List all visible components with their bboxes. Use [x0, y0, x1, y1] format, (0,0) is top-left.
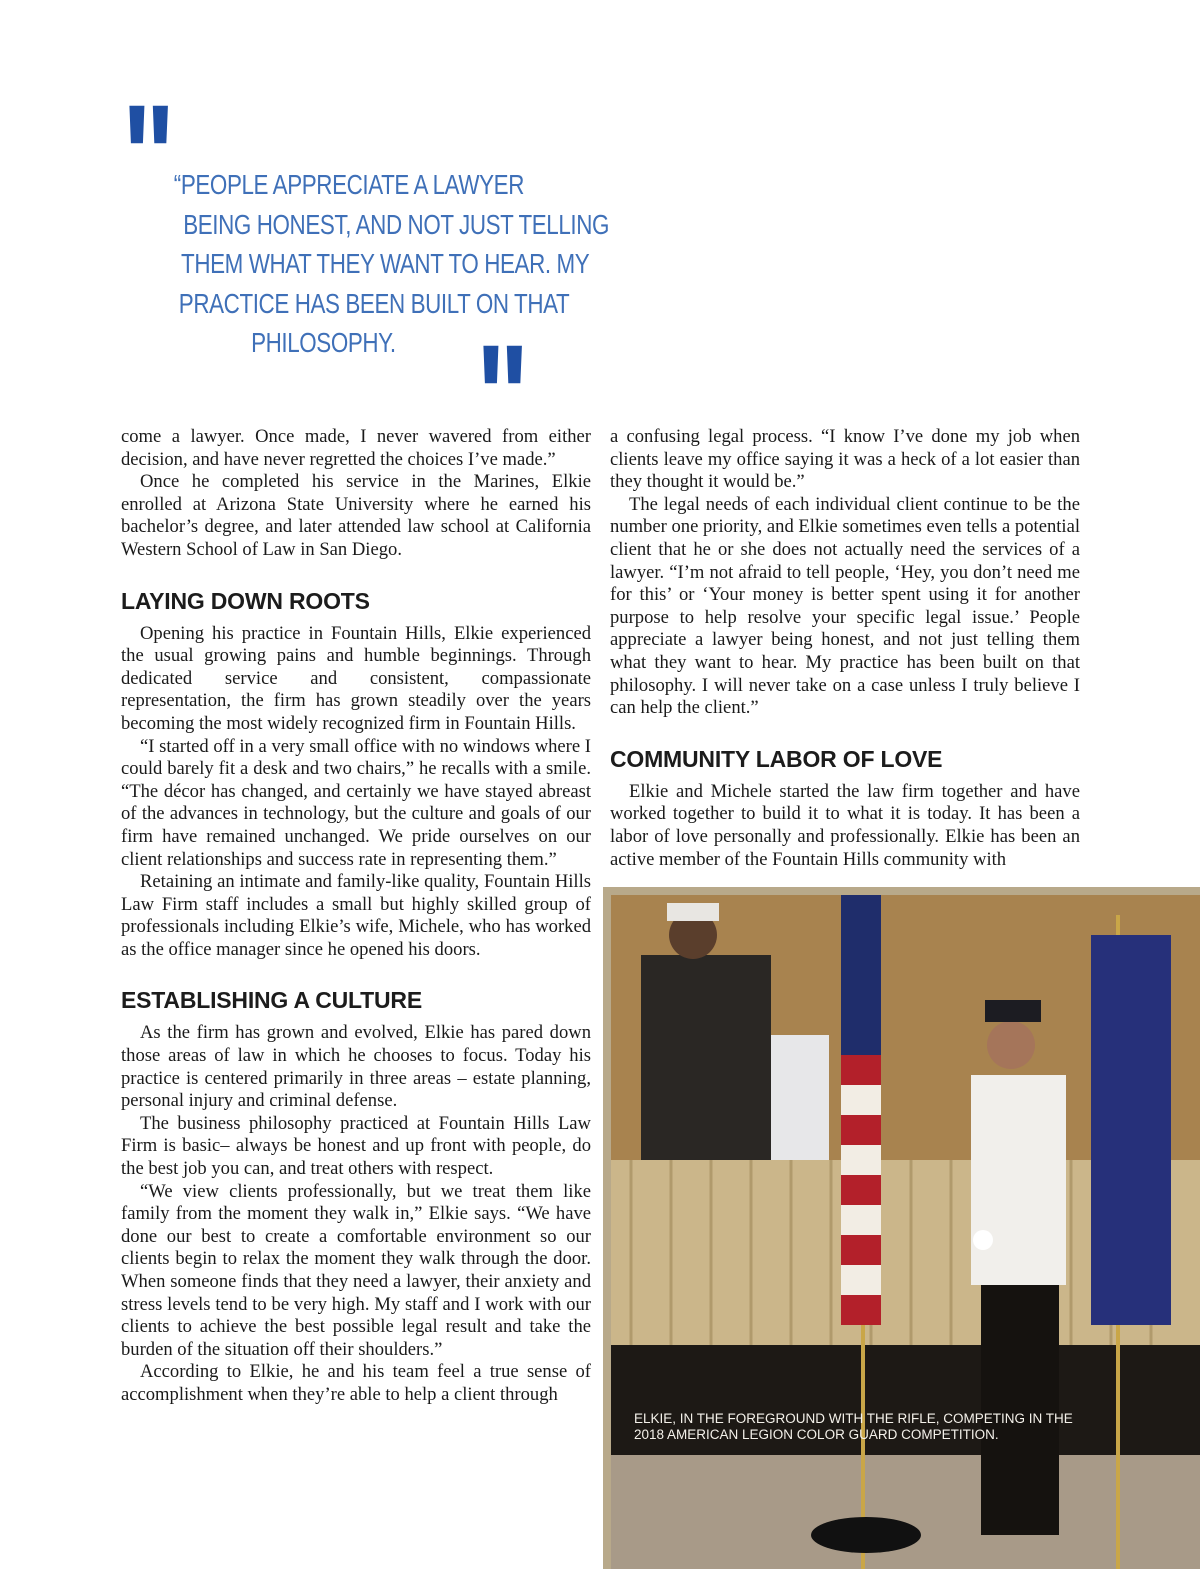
paragraph: Retaining an intimate and family-like quality, Fountain Hills Law Firm staff includes a small but highly skilled group of professionals including Elkie’s wife, Michele, who has worked as the office manager since he opened his doors. [121, 871, 591, 960]
paragraph: Opening his practice in Fountain Hills, Elkie experienced the usual growing pains and humble beginnings. Through dedicated service and consistent, compassionate representation, the firm has grown steadily over the years becoming the most widely recognized firm in Fountain Hills. [121, 622, 591, 734]
paragraph: come a lawyer. Once made, I never wavered from either decision, and have never regretted the choices I’ve made.” [121, 426, 591, 470]
paragraph: “I started off in a very small office with no windows where I could barely fit a desk and two chairs,” he recalls with a smile. “The décor has changed, and certainly we have stayed abreast of the advances in technology, but the culture and goals of our firm have remained unchanged. We pride ourselves on our client relationships and success rate in representing them.” [121, 735, 591, 870]
paragraph: The legal needs of each individual client continue to be the number one priority, and Elkie sometimes even tells a potential client that he or she does not actually need the services of a lawyer. “I’m not afraid to tell people, ‘Hey, you don’t need me for this’ or ‘Your money is better spent using it for another purpose to help resolve your specific legal issue.’ People appreciate a lawyer being honest, and not just telling them what they want to hear. My practice has been built on that philosophy. I will never take on a case unless I truly believe I can help the client.” [610, 493, 1080, 719]
section-heading: ESTABLISHING A CULTURE [121, 987, 422, 1014]
section-heading: COMMUNITY LABOR OF LOVE [610, 745, 943, 772]
paragraph: As the firm has grown and evolved, Elkie has pared down those areas of law in which he chooses to focus. Today his practice is centered primarily in three areas – estate planning, personal injury and criminal defense. [121, 1022, 591, 1112]
photo-illustration [611, 895, 1200, 1569]
article-column-right [610, 426, 1080, 871]
pull-quote-line: PRACTICE HAS BEEN BUILT ON THAT [178, 287, 570, 319]
paragraph: a confusing legal process. “I know I’ve done my job when clients leave my office saying it was a heck of a lot easier than they thought it would be.” [610, 426, 1080, 493]
paragraph: According to Elkie, he and his team feel a true sense of accomplishment when they’re able to help a client through [121, 1361, 591, 1405]
pull-quote [130, 165, 610, 363]
color-guard-photo [611, 895, 1200, 1569]
paragraph: The business philosophy practiced at Fountain Hills Law Firm is basic– always be honest and up front with people, do the best job you can, and treat others with respect. [121, 1112, 591, 1180]
pull-quote-line: PHILOSOPHY. [250, 327, 396, 358]
open-quote-mark-icon: " [122, 73, 176, 241]
section-heading: LAYING DOWN ROOTS [121, 587, 370, 614]
pull-quote-line: BEING HONEST, AND NOT JUST TELLING [183, 208, 610, 240]
paragraph: “We view clients professionally, but we treat them like family from the moment they walk in,” Elkie says. “We have done our best to create a comfortable environment so our clients begin to relax the moment they walk through the door. When someone finds that they need a lawyer, their anxiety and stress levels tend to be very high. My staff and I work with our clients to achieve the best possible legal result and take the burden of the situation off their shoulders.” [121, 1180, 591, 1360]
close-quote-mark-icon: " [476, 313, 530, 481]
pull-quote-line: “PEOPLE APPRECIATE A LAWYER [173, 169, 525, 200]
article-column-left [121, 426, 591, 1407]
paragraph: Elkie and Michele started the law firm together and have worked together to build it to what it is today. It has been a labor of love personally and professionally. Elkie has been an active member of the Fountain Hills community with [610, 780, 1080, 870]
photo-caption: ELKIE, IN THE FOREGROUND WITH THE RIFLE, COMPETING IN THE 2018 AMERICAN LEGION COLOR GUARD COMPETITION. [634, 1411, 1073, 1442]
paragraph: Once he completed his service in the Marines, Elkie enrolled at Arizona State University where he earned his bachelor’s degree, and later attended law school at California Western School of Law in San Diego. [121, 471, 591, 560]
photo-frame [603, 887, 1200, 1569]
pull-quote-line: THEM WHAT THEY WANT TO HEAR. MY [181, 248, 590, 279]
